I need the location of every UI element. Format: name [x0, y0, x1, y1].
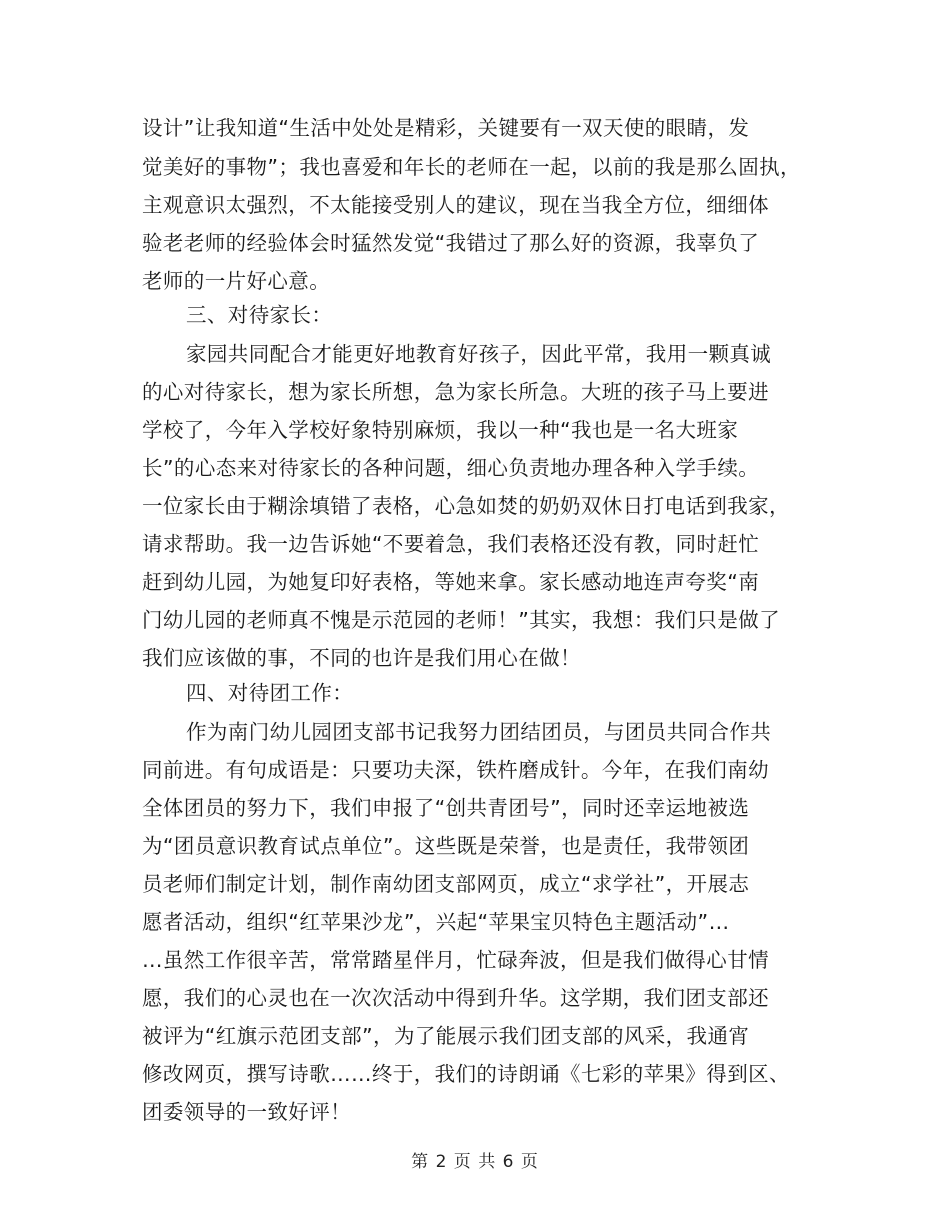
text-line: 我们应该做的事，不同的也许是我们用心在做！ — [142, 646, 581, 670]
text-line: 修改网页，撰写诗歌……终于，我们的诗朗诵《七彩的苹果》得到区、 — [142, 1062, 790, 1086]
text-line: 团委领导的一致好评！ — [142, 1100, 351, 1124]
text-line: 设计”让我知道“生活中处处是精彩，关键要有一双天使的眼睛，发 — [142, 116, 750, 140]
text-line: 全体团员的努力下，我们申报了“创共青团号”，同时还幸运地被选 — [142, 796, 750, 820]
text-line: 家园共同配合才能更好地教育好孩子，因此平常，我用一颗真诚 — [186, 342, 772, 366]
section-heading: 三、对待家长： — [186, 303, 333, 327]
text-line: …虽然工作很辛苦，常常踏星伴月，忙碌奔波，但是我们做得心甘情 — [142, 948, 769, 972]
text-line: 愿者活动，组织“红苹果沙龙”，兴起“苹果宝贝特色主题活动”… — [142, 910, 730, 934]
text-line: 请求帮助。我一边告诉她“不要着急，我们表格还没有教，同时赶忙 — [142, 532, 760, 556]
text-line: 门幼儿园的老师真不愧是示范园的老师！”其实，我想：我们只是做了 — [142, 608, 781, 632]
page-footer: 第 2 页 共 6 页 — [411, 1152, 539, 1172]
text-line: 老师的一片好心意。 — [142, 269, 331, 293]
text-line: 学校了，今年入学校好象特别麻烦，我以一种“我也是一名大班家 — [142, 418, 739, 442]
text-line: 愿，我们的心灵也在一次次活动中得到升华。这学期，我们团支部还 — [142, 986, 769, 1010]
text-line: 的心对待家长，想为家长所想，急为家长所急。大班的孩子马上要进 — [142, 380, 769, 404]
text-line: 作为南门幼儿园团支部书记我努力团结团员，与团员共同合作共 — [186, 720, 772, 744]
text-line: 员老师们制定计划，制作南幼团支部网页，成立“求学社”，开展志 — [142, 872, 750, 896]
text-line: 主观意识太强烈，不太能接受别人的建议，现在当我全方位，细细体 — [142, 193, 769, 217]
text-line: 验老老师的经验体会时猛然发觉“我错过了那么好的资源，我辜负了 — [142, 231, 760, 255]
text-line: 被评为“红旗示范团支部”，为了能展示我们团支部的风采，我通宵 — [142, 1024, 750, 1048]
text-line: 长”的心态来对待家长的各种问题，细心负责地办理各种入学手续。 — [142, 456, 760, 480]
text-line: 为“团员意识教育试点单位”。这些既是荣誉，也是责任，我带领团 — [142, 834, 750, 858]
section-heading: 四、对待团工作： — [186, 681, 354, 705]
text-line: 一位家长由于糊涂填错了表格，心急如焚的奶奶双休日打电话到我家， — [142, 494, 790, 518]
text-line: 觉美好的事物”；我也喜爱和年长的老师在一起，以前的我是那么固执， — [142, 155, 801, 179]
text-line: 同前进。有句成语是：只要功夫深，铁杵磨成针。今年，在我们南幼 — [142, 758, 769, 782]
text-line: 赶到幼儿园，为她复印好表格，等她来拿。家长感动地连声夸奖“南 — [142, 570, 760, 594]
